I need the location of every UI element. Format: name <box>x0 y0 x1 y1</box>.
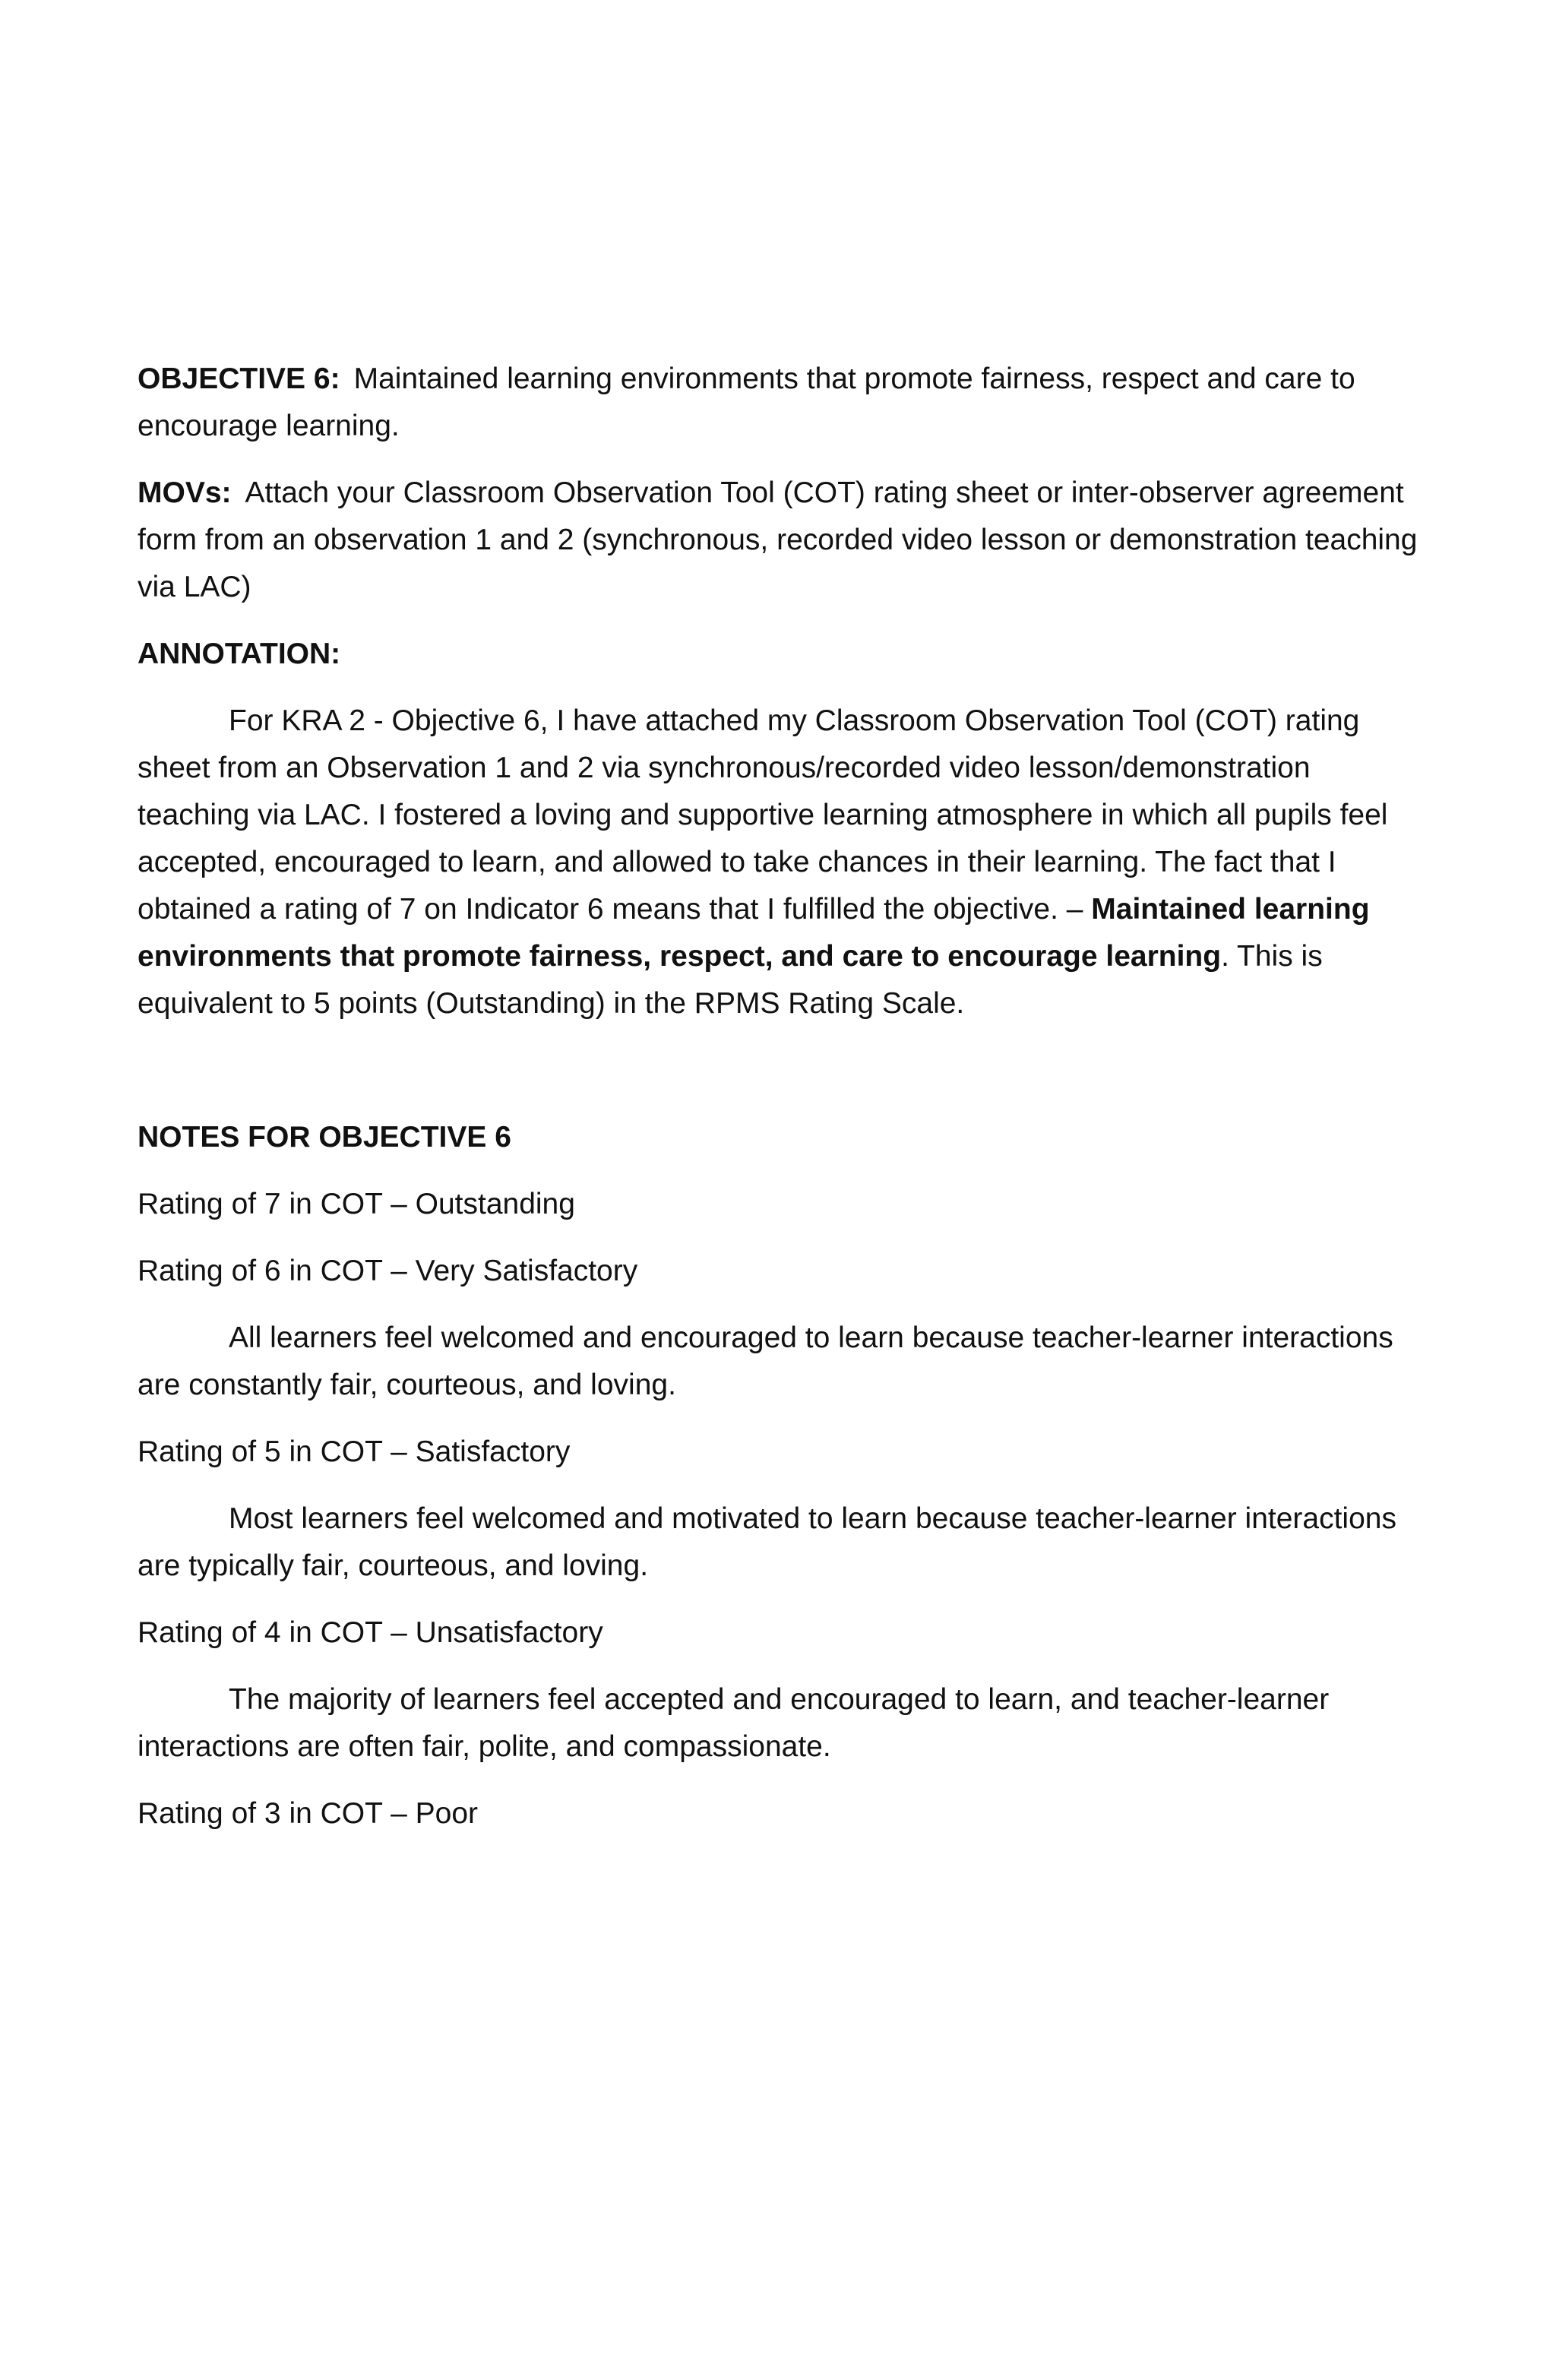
rating-3-line: Rating of 3 in COT – Poor <box>138 1797 479 1830</box>
objective-text: Maintained learning environments that promote fairness, respect and care to encourage learning. <box>138 362 1355 442</box>
rating-7-line: Rating of 7 in COT – Outstanding <box>138 1188 575 1220</box>
movs-label: MOVs: <box>138 476 232 509</box>
movs-text: Attach your Classroom Observation Tool (COT) rating sheet or inter-observer agreement form from an observation 1 and 2 (synchronous, recorded video lesson or demonstration teaching via LAC) <box>138 476 1418 603</box>
annotation-heading: ANNOTATION: <box>138 638 341 670</box>
annotation-body-part2: . This is equivalent to 5 points (Outstanding) in the RPMS Rating Scale. <box>138 940 1323 1020</box>
annotation-body-part1: For KRA 2 - Objective 6, I have attached my Classroom Observation Tool (COT) rating sheet from an Observation 1 and 2 via synchronous/recorded video lesson/demonstration teaching via LAC. I fostered a loving and supportive learning atmosphere in which all pupils feel accepted, encouraged to learn, and allowed to take chances in their learning. The fact that I obtained a rating of 7 on Indicator 6 means that I fulfilled the objective. – <box>138 704 1388 926</box>
rating-4-description: The majority of learners feel accepted and encouraged to learn, and teacher-learner interactions are often fair, polite, and compassionate. <box>138 1683 1330 1763</box>
notes-heading: NOTES FOR OBJECTIVE 6 <box>138 1121 511 1154</box>
rating-4-line: Rating of 4 in COT – Unsatisfactory <box>138 1616 603 1649</box>
objective-paragraph <box>138 356 1429 450</box>
annotation-body-bold: Maintained learning environments that promote fairness, respect, and care to encourage learning <box>138 893 1370 973</box>
rating-5-description: Most learners feel welcomed and motivated to learn because teacher-learner interactions are typically fair, courteous, and loving. <box>138 1502 1396 1582</box>
rating-5-line: Rating of 5 in COT – Satisfactory <box>138 1435 571 1468</box>
rating-6-description: All learners feel welcomed and encouraged to learn because teacher-learner interactions are constantly fair, courteous, and loving. <box>138 1321 1393 1401</box>
movs-paragraph <box>138 470 1429 611</box>
rating-6-line: Rating of 6 in COT – Very Satisfactory <box>138 1255 638 1287</box>
document-body <box>138 356 1429 1837</box>
annotation-body <box>138 698 1429 1027</box>
objective-label: OBJECTIVE 6: <box>138 362 340 395</box>
